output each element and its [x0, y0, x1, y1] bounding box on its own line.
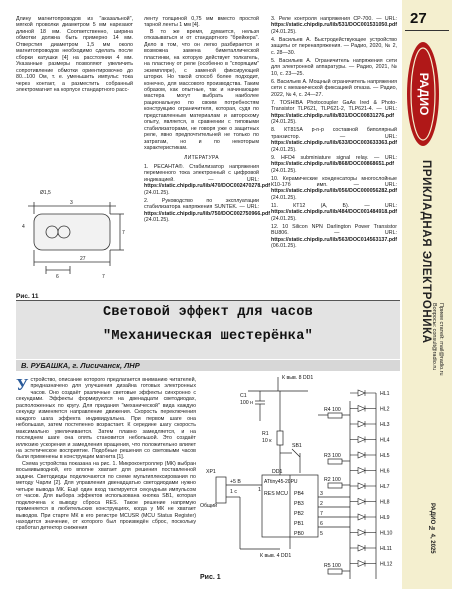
pin-number: 6	[320, 521, 323, 527]
led-label: HL2	[380, 406, 390, 413]
contact-submissions: Прием статей: mail@radio.ru	[438, 303, 444, 376]
contact-links	[430, 303, 444, 376]
sec-label: +5 В	[230, 479, 241, 485]
led-label: HL9	[380, 515, 390, 521]
c1-label: C1	[240, 393, 247, 399]
reference-text: 7. TOSHIBA Photocoupler GaAs Ired & Photo-Transistor TLP621, TLP621-2, TLP621-4. — URL:	[271, 99, 397, 113]
led-symbol	[358, 545, 365, 551]
sec-label-2: 1 с	[230, 489, 237, 495]
led-label: HL5	[380, 453, 390, 459]
sb1-label: SB1	[292, 443, 302, 449]
led-label: HL12	[380, 561, 393, 568]
paragraph: Длину магнитопроводов из "аказальной", мягкой проволки диаметром 5 мм нарезают длиной 18 мм. Соответственно, ширина обмотки должна быть примерно 14 мм. Отверстия диаметром 1,5 мм около магнитопроводов необходимо сделать после сборки катушки [4] на расстоянии 4 мм. Указанные размеры позволяют увеличить сопротивление обмотки ориентировочно до 80...100 Ом, т. е. уменьшить импульс тока через контакт, а разместить собранный электромагнит на корпусе стандартного расс-	[16, 16, 133, 93]
radio-logo-icon	[404, 40, 442, 148]
pin-label: PB0	[294, 531, 304, 537]
section-title: ПРИКЛАДНАЯ ЭЛЕКТРОНИКА	[420, 160, 432, 344]
pin-number: 2	[320, 501, 323, 507]
reference-date: (06.01.25).	[271, 243, 297, 250]
r1-label: R1	[262, 431, 269, 437]
reference-item	[271, 100, 397, 126]
figure-1-caption: Рис. 1	[200, 574, 221, 581]
article-title-line-2: "Механическая шестерёнка"	[102, 329, 314, 344]
reference-text: 10. Керамические конденсаторы многослойные К10-17б имп. — URL:	[271, 175, 397, 189]
led-symbol	[358, 561, 365, 567]
svg-text:РАДИО: РАДИО	[416, 72, 431, 116]
paragraph	[16, 377, 196, 461]
reference-text: 1. РЕСАНТА®. Стабилизатор напряжения переменного тока электронный с цифровой индикацией. — URL:	[144, 163, 259, 183]
reference-text: 9. HFD4 subminiature signal relay. — URL:	[271, 154, 397, 161]
reference-url[interactable]: https://static.chipdip.ru/lib/484/DOC001484918.pdf	[271, 209, 397, 216]
led-symbol	[358, 514, 365, 520]
resistor-label: R5 100	[324, 563, 341, 569]
mcu-label: ATtiny45-20PU	[264, 479, 298, 485]
reference-item	[271, 79, 397, 98]
reference-text: 3. Реле контроля напряжения СР-700. — URL:	[271, 16, 397, 22]
paragraph: ленту толщиной 0,75 мм вместо простой тарной ленты 1 мм [4].	[144, 16, 259, 29]
led-symbol	[358, 390, 365, 396]
references-list-b	[271, 16, 397, 251]
reference-url[interactable]: https://static.chipdip.ru/lib/831/DOC00831276.pdf	[271, 112, 395, 119]
byline-bar	[16, 360, 400, 371]
dim-label: 3	[70, 200, 73, 206]
led-label: HL6	[380, 468, 390, 475]
figure-11-drawing	[16, 180, 133, 286]
reference-item	[144, 197, 270, 224]
paragraph: В то же время, думается, нельзя отказываться и от стандартного "брейкера". Дело в том, что он легко разбирается и возможна замена биметаллической пластинки, на которую действует толкатель, на пластину от реле (особенно в "спорящим" экземпляре), с заменой фиксирующей шторки. Но такой способ более подходит, конечно, для массового производства. Таким образом, как опытные, так и начинающие мастера могут выбрать наиболее рациональную по своим потребностям конструкцию ограничителя, которая, судя по представленным материалам и авторскому опыту, является, в сравнении с типовыми стабилизаторами, не говоря уже о защитных реле, явно предпочтительней не только по затратам, но и по некоторым характеристикам.	[144, 28, 259, 152]
r1-value: 10 к	[262, 438, 272, 444]
gnd-label: К выв. 4 DD1	[260, 553, 292, 559]
reference-date: (24.01.25).	[271, 146, 297, 153]
paragraph: Схема устройства показана на рис. 1. Микроконтроллер (МК) выбран восьмивыводной, его вполне хватает для решения поставленной задачи. Светодиоды подключаются по схеме мультиплексирования по методу Чарли [2]. Для управления двенадцатью светодиодами нужно четыре вывода МК. Ещё один вход тактируется секундным импульсом от часов. Для выбора эффектов использована кнопка SB1, которая подключена к выводу сброса RES. Такое решение напрямую применяется в любительских конструкциях, когда у МК не хватает выводов. При старте МК в его регистре MCUSR (MCU Status Register) находится значение, от которого был произведён сброс, поскольку сработал детектор снижения	[16, 460, 196, 532]
vcc-label: К выв. 8 DD1	[282, 375, 314, 381]
reference-date: (24.01.25).	[271, 167, 297, 174]
reference-date: (24.01.25).	[144, 189, 170, 196]
reference-item	[271, 37, 397, 56]
led-label: HL1	[380, 391, 390, 397]
led-symbol	[358, 406, 365, 412]
pin-number: 7	[320, 511, 323, 517]
reference-item	[271, 155, 397, 174]
led-label: HL3	[380, 422, 390, 428]
led-label: HL8	[380, 499, 390, 506]
dim-label: Ø1,5	[40, 190, 51, 196]
dim-label: 6	[56, 274, 59, 280]
reference-date: (24.01.25).	[271, 119, 297, 126]
reference-url[interactable]: https://static.chipdip.ru/lib/470/DOC002470278.pdf	[144, 183, 270, 190]
article-body	[16, 377, 196, 532]
reference-item	[271, 203, 397, 222]
reference-item	[271, 176, 397, 202]
paragraph-text: стройство, описание которого предлагается вниманию читателей, предназначено для улучшения дизайна готовых электронных часов. Оно создаёт различные световые эффекты синхронно с секундами. Эффекты формируются на двенадцати светодиодах, расположенных по кругу. Для придания "механической" вида каждую секунду изменяется направление движения. Скорость переключения каждого шага эффекта индивидуальна. При первом шаге она небольшая, затем постепенно возрастает. К середине шагу скорость максимально увеличивается. Затем плавно замедляется, и на последнем шаге она опять становится небольшой. Это создаёт иллюзию ускорения и замедления вращения, что положительно влияет на эстетическое восприятие. Подобные решения со световыми часов были применены в конструкции магнита [1].	[16, 377, 196, 461]
resistor-label: R2 100	[324, 477, 341, 483]
led-symbol	[358, 499, 365, 505]
drop-cap: У	[16, 375, 29, 394]
dim-label: 27	[80, 256, 86, 262]
led-symbol	[358, 437, 365, 443]
schematic-figure-1	[200, 373, 400, 585]
dim-label: 4	[22, 224, 25, 230]
reference-url[interactable]: https://static.chipdip.ru/lib/056/DOC000056282.pdf	[271, 188, 397, 195]
led-symbol	[358, 452, 365, 458]
reference-item	[271, 224, 397, 250]
reference-url[interactable]: https://static.chipdip.ru/lib/633/DOC003633363.pdf	[271, 140, 397, 147]
pin-number: 5	[320, 531, 323, 537]
resistor-label: R4 100	[324, 407, 341, 413]
reference-url[interactable]: https://static.chipdip.ru/lib/531/DOC001531050.pdf	[271, 22, 397, 29]
byline: В. РУБАШКА, г. Лисичанск, ЛНР	[21, 361, 140, 370]
reference-text: 6. Васильев А. Мощный ограничитель напряжения сети с механической фиксацией отказа. — Радио, 2022, № 4, с. 24—27.	[271, 78, 397, 98]
led-symbol	[358, 483, 365, 489]
reference-url[interactable]: https://static.chipdip.ru/lib/750/DOC002750966.pdf	[144, 210, 270, 217]
reference-text: 5. Васильев А. Ограничитель напряжения сети для электронной аппаратуры. — Радио, 2021, № 10, с. 23—25.	[271, 57, 397, 77]
plate-outline	[34, 214, 110, 250]
reference-item	[271, 58, 397, 77]
issue-label: РАДИО № 4, 2025	[429, 503, 435, 554]
reference-item	[144, 163, 270, 196]
common-label: Общий	[200, 503, 218, 509]
dim-label: 7	[102, 274, 105, 280]
reference-text: 12. 10 Silicon NPN Darlington Power Transistor BU806. — URL:	[271, 223, 397, 237]
pin-label: PB2	[294, 511, 304, 517]
c1-value: 100 н	[240, 400, 253, 406]
led-symbol	[358, 468, 365, 474]
led-symbol	[358, 421, 365, 427]
led-label: HL11	[380, 546, 393, 552]
dd1-label: DD1	[272, 469, 283, 475]
article-title-line-1: Световой эффект для часов	[102, 305, 314, 320]
led-symbol	[358, 530, 365, 536]
reference-date: (24.01.25).	[144, 217, 170, 224]
reference-url[interactable]: https://static.chipdip.ru/lib/868/DOC00868651.pdf	[271, 161, 395, 168]
dim-label: 7	[122, 230, 125, 236]
reference-item	[271, 16, 397, 35]
xp1-label: XP1	[206, 469, 216, 475]
references-heading: ЛИТЕРАТУРА	[184, 154, 219, 161]
led-array	[350, 390, 393, 568]
pin-label: PB3	[294, 501, 304, 507]
pin-label: PB4	[294, 491, 304, 497]
figure-11-caption: Рис. 11	[16, 293, 39, 300]
page-number-rule	[405, 30, 449, 31]
reference-date: (24.01.25).	[271, 194, 297, 201]
reference-text: 4. Васильев А. Быстродействующее устройство защиты от перенапряжения. — Радио, 2020, № 2, с. 28—30.	[271, 36, 397, 56]
reference-text: 2. Руководство по эксплуатации стабилизатора напряжения SUNTEK. — URL:	[144, 197, 259, 211]
pin-number: 1	[258, 487, 261, 493]
led-label: HL4	[380, 437, 390, 444]
column-1-text	[16, 16, 133, 93]
led-label: HL10	[380, 530, 393, 537]
contact-questions: Вопросы: consult@radio.ru	[431, 303, 437, 371]
page-number: 27	[410, 10, 427, 27]
reference-text: 8. КТ815А p-n-p составной биполярный транзистор. — URL:	[271, 127, 397, 140]
pin-label: RES	[264, 491, 275, 497]
reference-text: 11. КТ12 (А, Б). — URL:	[271, 202, 397, 209]
column-2-text	[144, 16, 270, 225]
resistor-label: R3 100	[324, 453, 341, 459]
pin-label: PB1	[294, 521, 304, 527]
pin-label: MCU	[276, 491, 288, 497]
reference-date: (24.01.25).	[271, 215, 297, 222]
led-label: HL7	[380, 484, 390, 490]
references-list-a	[144, 163, 270, 224]
reference-item	[271, 127, 397, 153]
reference-url[interactable]: https://static.chipdip.ru/lib/563/DOC014563137.pdf	[271, 236, 397, 243]
pin-number: 3	[320, 491, 323, 497]
reference-date: (24.01.25).	[271, 28, 297, 35]
